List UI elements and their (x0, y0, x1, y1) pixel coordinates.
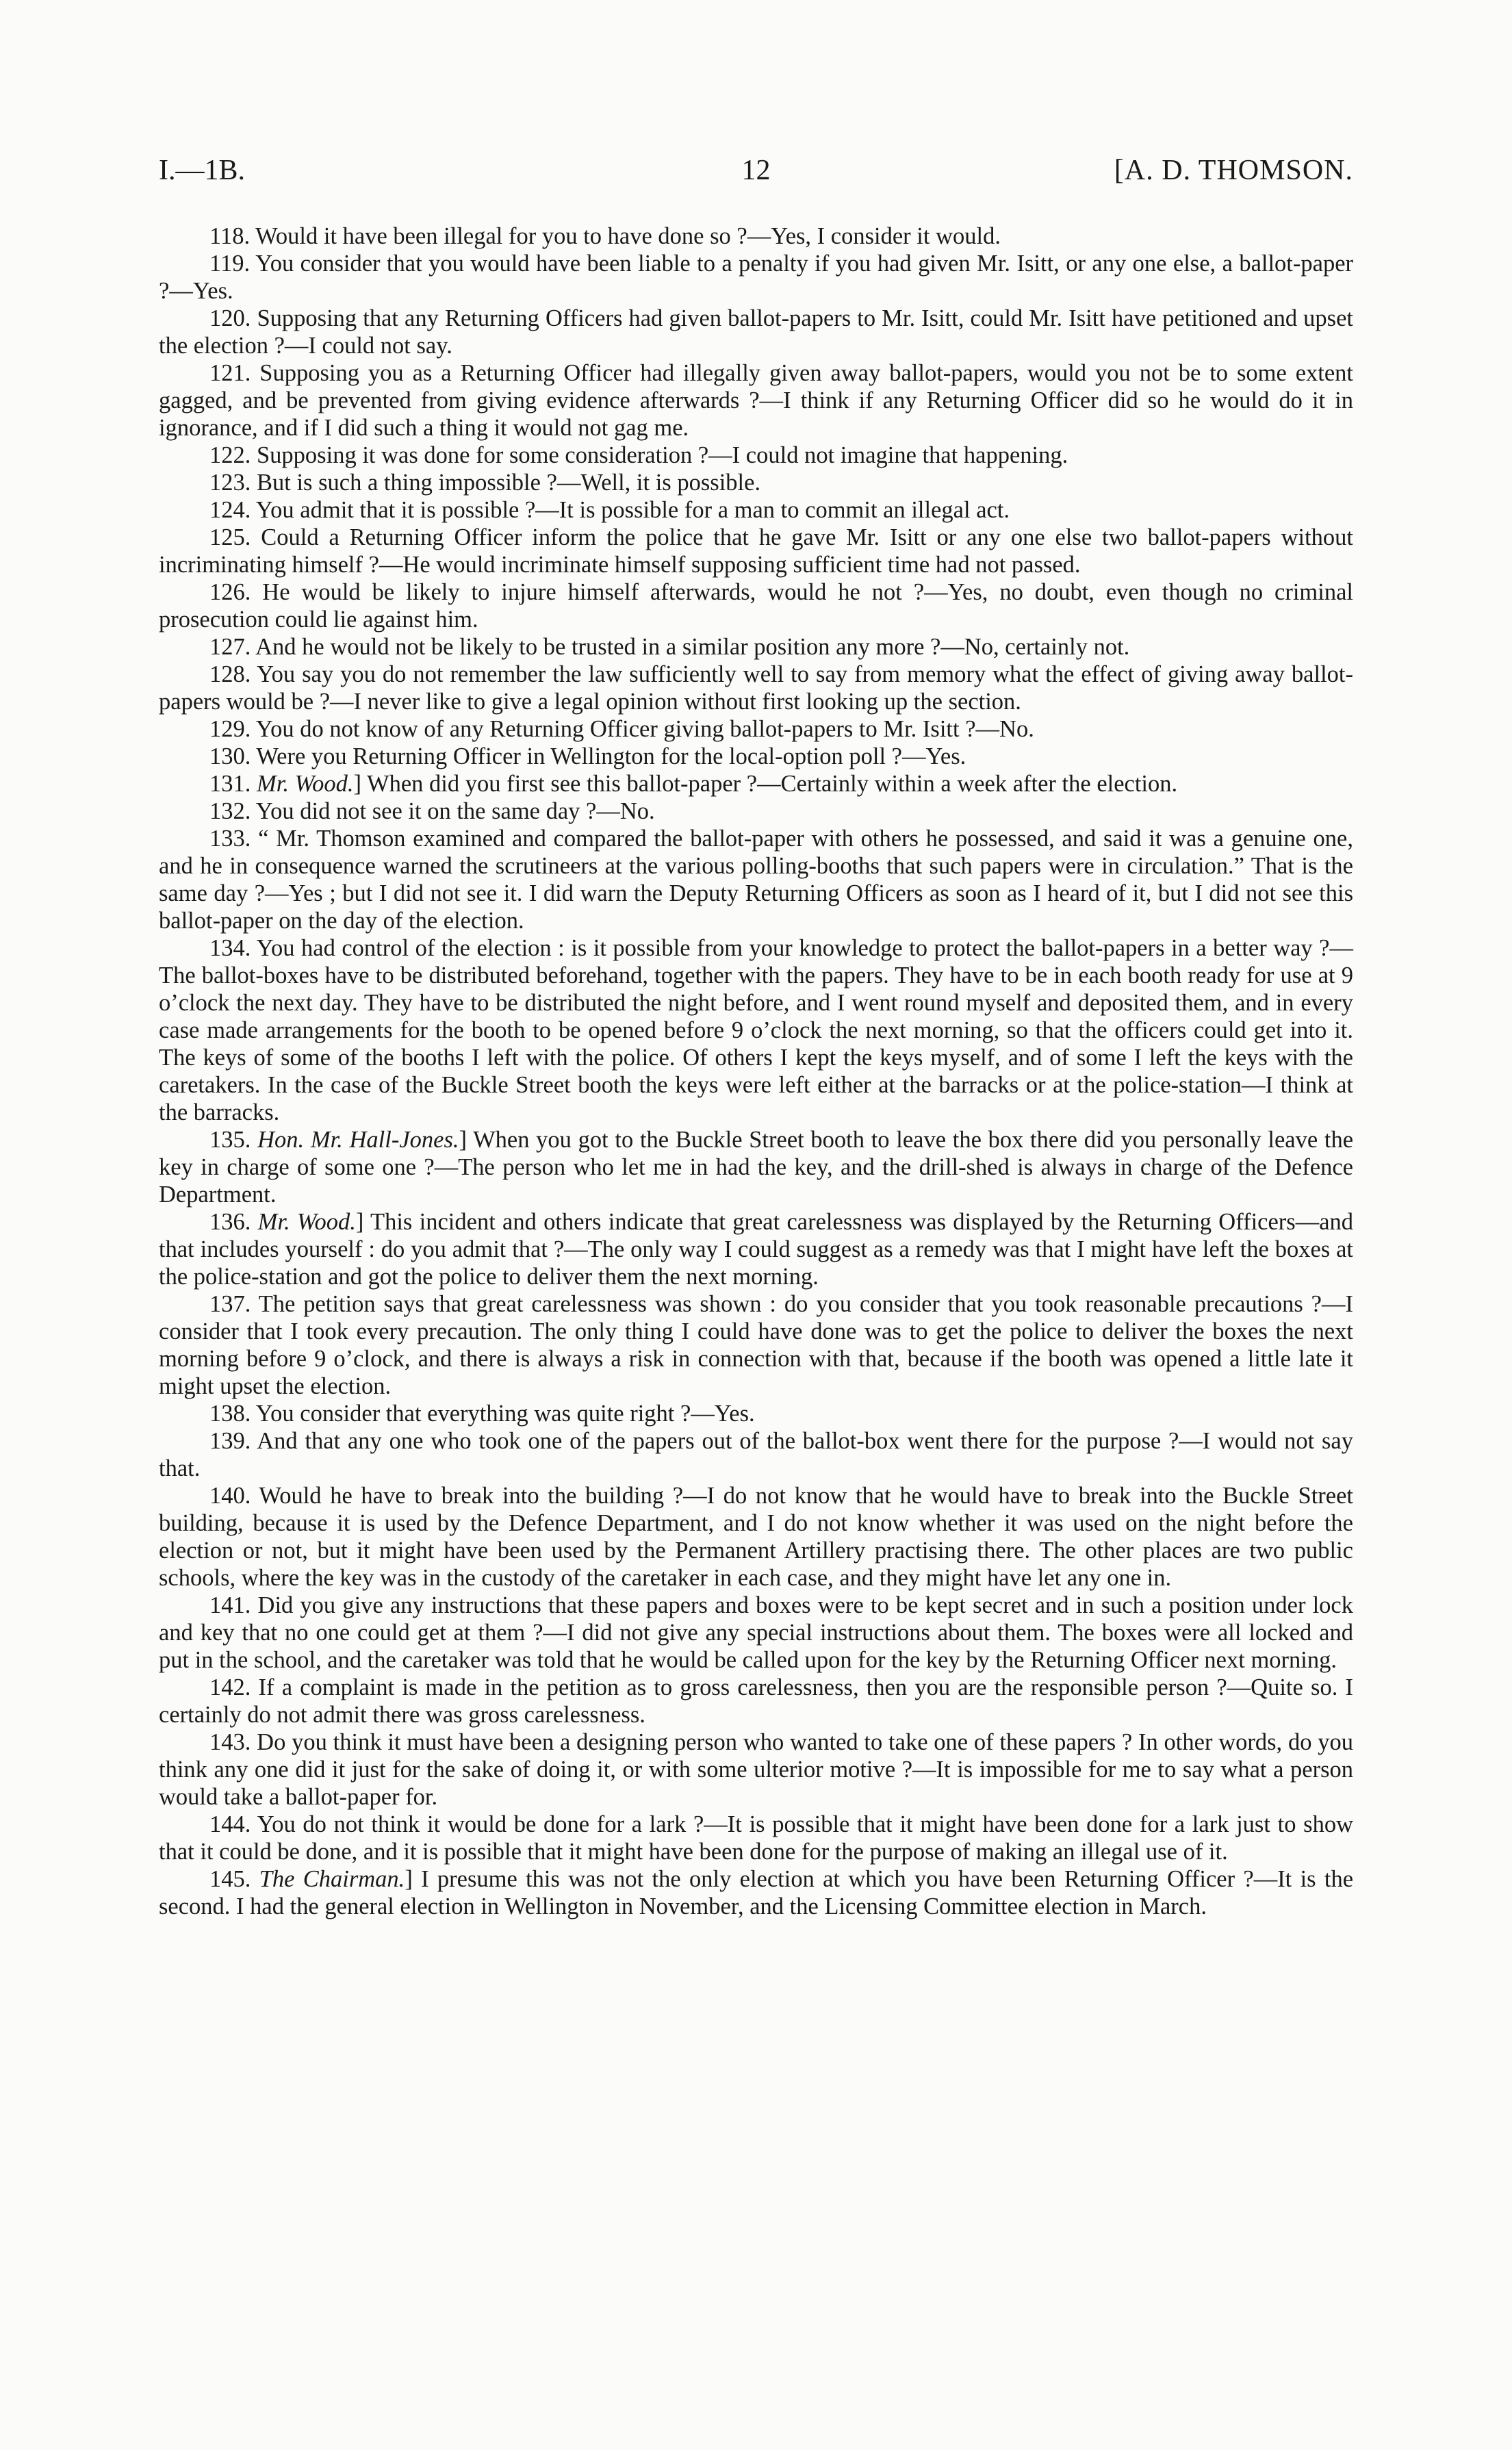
question-text: 134. You had control of the election : is it possible from your knowledge to protect the ballot-papers in a better way ?—The ballot-boxes have to be distributed beforehand, together with the papers. They have to be in each booth ready for use at 9 o’clock the next day. They have to be distributed the night before, and I went round myself and deposited them, and in every case made arrangements for the booth to be opened before 9 o’clock the next morning, so that the officers could get into it. The keys of some of the booths I left with the police. Of others I kept the keys myself, and of some I left the keys with the caretakers. In the case of the Buckle Street booth the keys were left either at the barracks or at the police-station—I think at the barracks. (159, 935, 1353, 1125)
question-text: 128. You say you do not remember the law sufficiently well to say from memory what the effect of giving away ballot-papers would be ?—I never like to give a legal opinion without first looking up the section. (159, 661, 1353, 715)
question-paragraph (159, 1865, 1353, 1920)
question-text: 140. Would he have to break into the building ?—I do not know that he would have to break into the Buckle Street building, because it is used by the Defence Department, and I do not know whether it was used on the night before the election or not, but it might have been used by the Permanent Artillery practising there. The other places are two public schools, where the key was in the custody of the caretaker in each case, and they might have let any one in. (159, 1483, 1353, 1591)
question-text: ] When did you first see this ballot-paper ?—Certainly within a week after the election. (353, 771, 1178, 797)
question-text: 120. Supposing that any Returning Officers had given ballot-papers to Mr. Isitt, could Mr. Isitt have petitioned and upset the election ?—I could not say. (159, 305, 1353, 359)
question-paragraph (159, 1811, 1353, 1865)
report-reference: I.—1B. (159, 155, 245, 186)
question-text: 121. Supposing you as a Returning Officer had illegally given away ballot-papers, would you not be to some extent gagged, and be prevented from giving evidence afterwards ?—I think if any Returning Officer did so he would do it in ignorance, and if I did such a thing it would not gag me. (159, 360, 1353, 441)
question-number: 131. (209, 771, 257, 797)
question-number: 135. (209, 1127, 258, 1153)
question-text: 119. You consider that you would have been liable to a penalty if you had given Mr. Isitt, or any one else, a ballot-paper ?—Yes. (159, 251, 1353, 304)
question-text: 143. Do you think it must have been a designing person who wanted to take one of these papers ? In other words, do you think any one did it just for the sake of doing it, or with some ulterior motive ?—It is impossible for me to say what a person would take a ballot-paper for. (159, 1729, 1353, 1810)
page-header (159, 147, 1353, 195)
question-paragraph (159, 1482, 1353, 1592)
question-number: 145. (209, 1866, 259, 1892)
question-text: 124. You admit that it is possible ?—It is possible for a man to commit an illegal act. (209, 497, 1010, 523)
question-text: 129. You do not know of any Returning Officer giving ballot-papers to Mr. Isitt ?—No. (209, 716, 1034, 742)
question-text: 142. If a complaint is made in the petition as to gross carelessness, then you are the responsible person ?—Quite so. I certainly do not admit there was gross carelessness. (159, 1674, 1353, 1728)
question-text: 123. But is such a thing impossible ?—Well, it is possible. (209, 470, 761, 496)
question-paragraph (159, 1208, 1353, 1290)
question-text: 144. You do not think it would be done for a lark ?—It is possible that it might have been done for a lark just to show that it could be done, and it is possible that it might have been done for the purpose of making an illegal use of it. (159, 1811, 1353, 1865)
question-paragraph (159, 1427, 1353, 1482)
question-paragraph (159, 442, 1353, 469)
evidence-text (159, 222, 1353, 1920)
speaker-name: Mr. Wood. (257, 771, 354, 797)
question-text: ] This incident and others indicate that great carelessness was displayed by the Returning Officers—and that includes yourself : do you admit that ?—The only way I could suggest as a remedy was that I might have left the boxes at the police-station and got the police to deliver them the next morning. (159, 1209, 1354, 1290)
question-text: 127. And he would not be likely to be trusted in a similar position any more ?—No, certainly not. (209, 634, 1130, 660)
speaker-name: Hon. Mr. Hall-Jones. (257, 1127, 459, 1153)
question-text: 126. He would be likely to injure himself afterwards, would he not ?—Yes, no doubt, even though no criminal prosecution could lie against him. (159, 579, 1353, 633)
question-paragraph (159, 715, 1353, 743)
page-number: 12 (741, 155, 771, 186)
question-paragraph (159, 578, 1353, 633)
question-paragraph (159, 1400, 1353, 1427)
question-text: 118. Would it have been illegal for you to have done so ?—Yes, I consider it would. (209, 223, 1001, 249)
question-text: 137. The petition says that great carelessness was shown : do you consider that you took reasonable precautions ?—I consider that I took every precaution. The only thing I could have done was to get the police to deliver the boxes the next morning before 9 o’clock, and there is always a risk in connection with that, because if the booth was opened a little late it might upset the election. (159, 1291, 1353, 1399)
question-paragraph (159, 1592, 1353, 1674)
question-text: ] I presume this was not the only election at which you have been Returning Officer ?—It is the second. I had the general election in Wellington in November, and the Licensing Committee election in March. (159, 1866, 1354, 1919)
question-paragraph (159, 1674, 1353, 1728)
question-text: 138. You consider that everything was quite right ?—Yes. (209, 1401, 755, 1427)
question-text: 132. You did not see it on the same day ?—No. (209, 798, 655, 824)
question-paragraph (159, 524, 1353, 578)
question-text: 139. And that any one who took one of the papers out of the ballot-box went there for the purpose ?—I would not say that. (159, 1428, 1353, 1481)
question-paragraph (159, 496, 1353, 524)
question-paragraph (159, 770, 1353, 797)
question-text: 133. “ Mr. Thomson examined and compared the ballot-paper with others he possessed, and said it was a genuine one, and he in consequence warned the scrutineers at the various polling-booths that such papers were in circulation.” That is the same day ?—Yes ; but I did not see it. I did warn the Deputy Returning Officers as soon as I heard of it, but I did not see this ballot-paper on the day of the election. (159, 826, 1353, 934)
question-paragraph (159, 797, 1353, 825)
question-paragraph (159, 1290, 1353, 1400)
question-paragraph (159, 222, 1353, 250)
question-paragraph (159, 305, 1353, 359)
question-paragraph (159, 633, 1353, 661)
question-paragraph (159, 934, 1353, 1126)
witness-name: [A. D. THOMSON. (1114, 155, 1353, 186)
speaker-name: Mr. Wood. (257, 1209, 356, 1235)
question-paragraph (159, 1126, 1353, 1208)
question-text: 125. Could a Returning Officer inform the police that he gave Mr. Isitt or any one else two ballot-papers without incriminating himself ?—He would incriminate himself supposing sufficient time had not passed. (159, 524, 1353, 578)
question-paragraph (159, 469, 1353, 496)
question-paragraph (159, 250, 1353, 305)
question-paragraph (159, 1728, 1353, 1811)
question-paragraph (159, 825, 1353, 934)
speaker-name: The Chairman. (259, 1866, 405, 1892)
question-paragraph (159, 743, 1353, 770)
question-text: 141. Did you give any instructions that these papers and boxes were to be kept secret and in such a position under lock and key that no one could get at them ?—I did not give any special instructions about them. The boxes were all locked and put in the school, and the caretaker was told that he would be called upon for the key by the Returning Officer next morning. (159, 1592, 1353, 1673)
question-text: ] When you got to the Buckle Street booth to leave the box there did you personally leave the key in charge of some one ?—The person who let me in had the key, and the drill-shed is always in charge of the Defence Department. (159, 1127, 1354, 1208)
question-number: 136. (209, 1209, 258, 1235)
question-text: 130. Were you Returning Officer in Wellington for the local-option poll ?—Yes. (209, 743, 966, 769)
question-paragraph (159, 359, 1353, 442)
question-text: 122. Supposing it was done for some consideration ?—I could not imagine that happening. (209, 442, 1068, 468)
question-paragraph (159, 661, 1353, 715)
